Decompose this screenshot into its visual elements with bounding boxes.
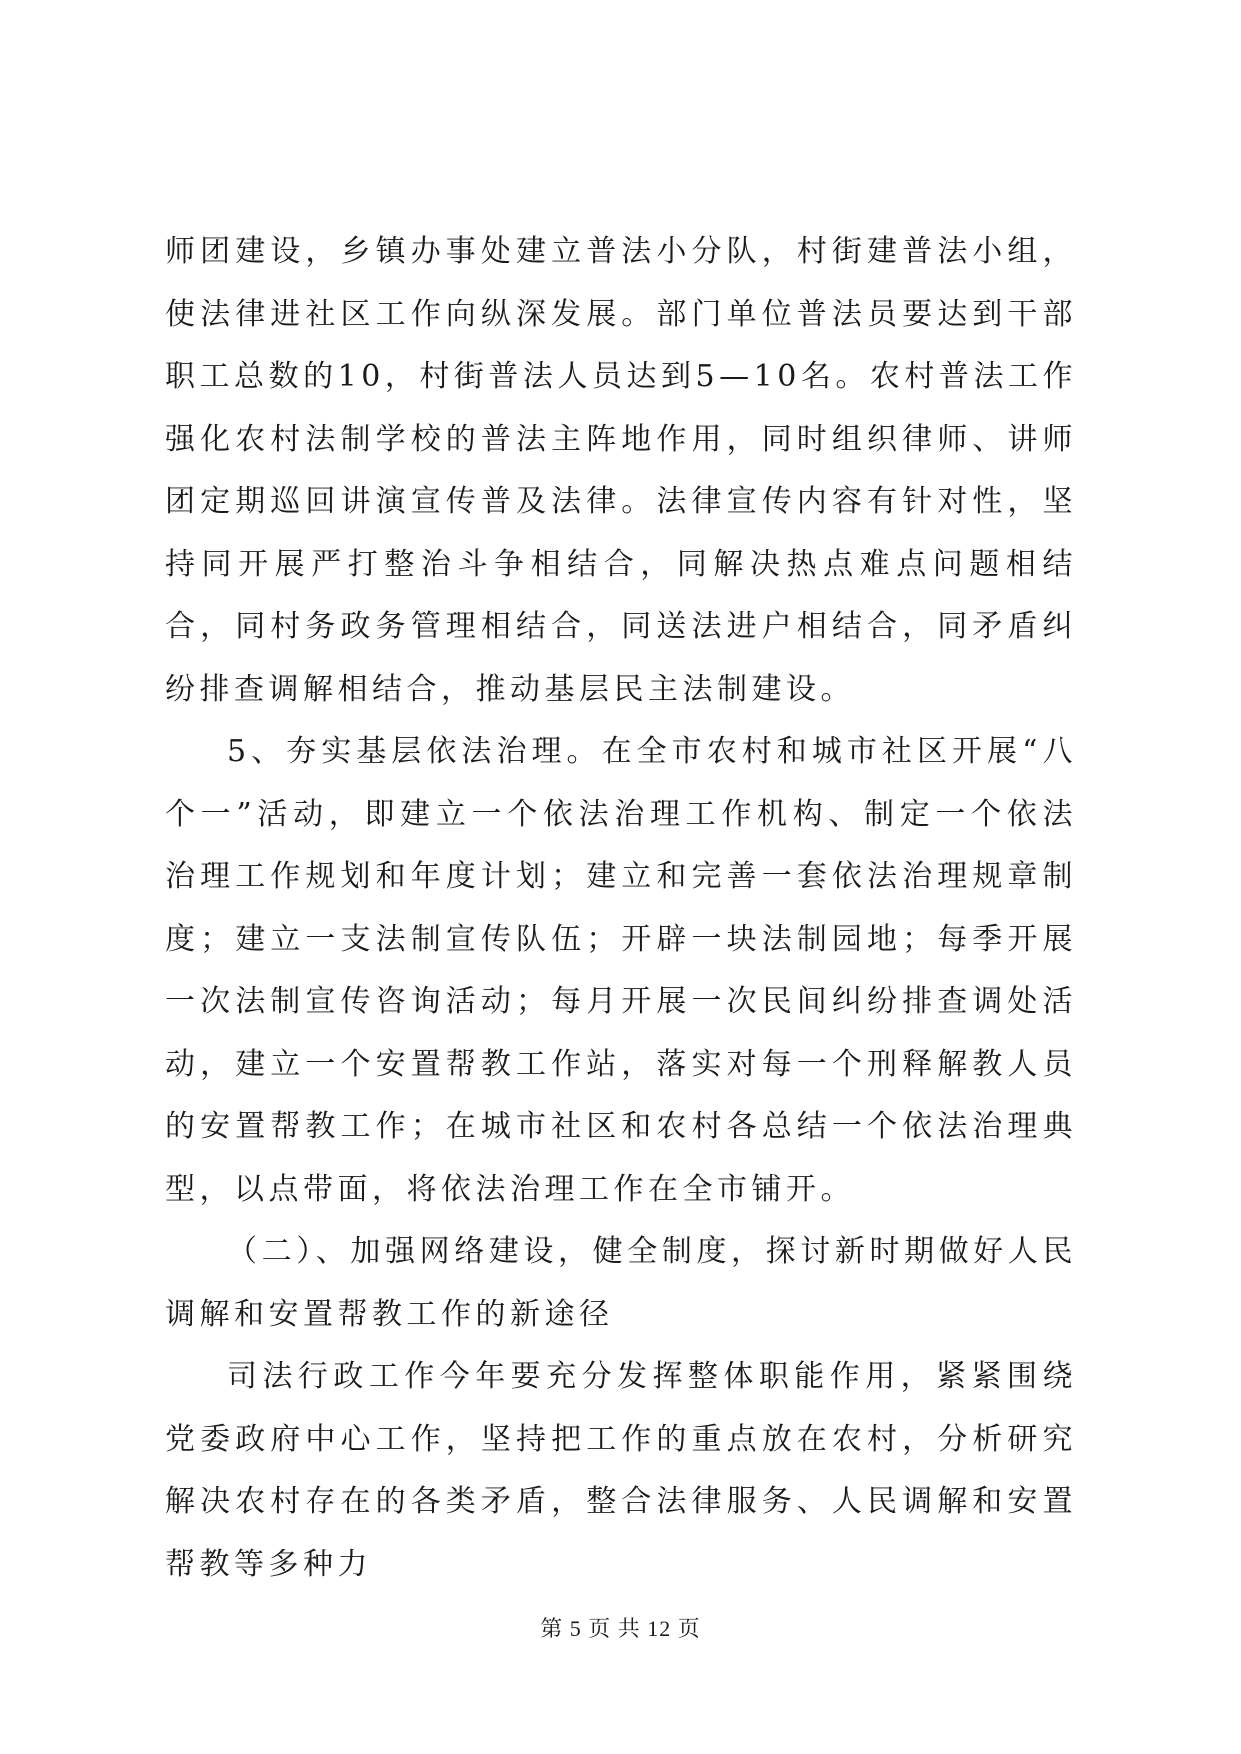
paragraph-section-2-body: 司法行政工作今年要充分发挥整体职能作用，紧紧围绕党委政府中心工作，坚持把工作的重点放在农村，分析研究解决农村存在的各类矛盾，整合法律服务、人民调解和安置帮教等多种力 <box>165 1359 1077 1582</box>
document-body <box>165 221 1077 1596</box>
paragraph-continuation: 师团建设，乡镇办事处建立普法小分队，村街建普法小组，使法律进社区工作向纵深发展。部门单位普法员要达到干部职工总数的10，村街普法人员达到5—10名。农村普法工作强化农村法制学校的普法主阵地作用，同时组织律师、讲师团定期巡回讲演宣传普及法律。法律宣传内容有针对性，坚持同开展严打整治斗争相结合，同解决热点难点问题相结合，同村务政务管理相结合，同送法进户相结合，同矛盾纠纷排查调解相结合，推动基层民主法制建设。 <box>165 234 1077 707</box>
paragraph-item-5: 5、夯实基层依法治理。在全市农村和城市社区开展“八个一”活动，即建立一个依法治理工作机构、制定一个依法治理工作规划和年度计划；建立和完善一套依法治理规章制度；建立一支法制宣传队伍；开辟一块法制园地；每季开展一次法制宣传咨询活动；每月开展一次民间纠纷排查调处活动，建立一个安置帮教工作站，落实对每一个刑释解教人员的安置帮教工作；在城市社区和农村各总结一个依法治理典型，以点带面，将依法治理工作在全市铺开。 <box>165 734 1077 1207</box>
section-heading-2: （二）、加强网络建设，健全制度，探讨新时期做好人民调解和安置帮教工作的新途径 <box>165 1234 1077 1332</box>
page-number-footer: 第 5 页 共 12 页 <box>540 1616 701 1641</box>
